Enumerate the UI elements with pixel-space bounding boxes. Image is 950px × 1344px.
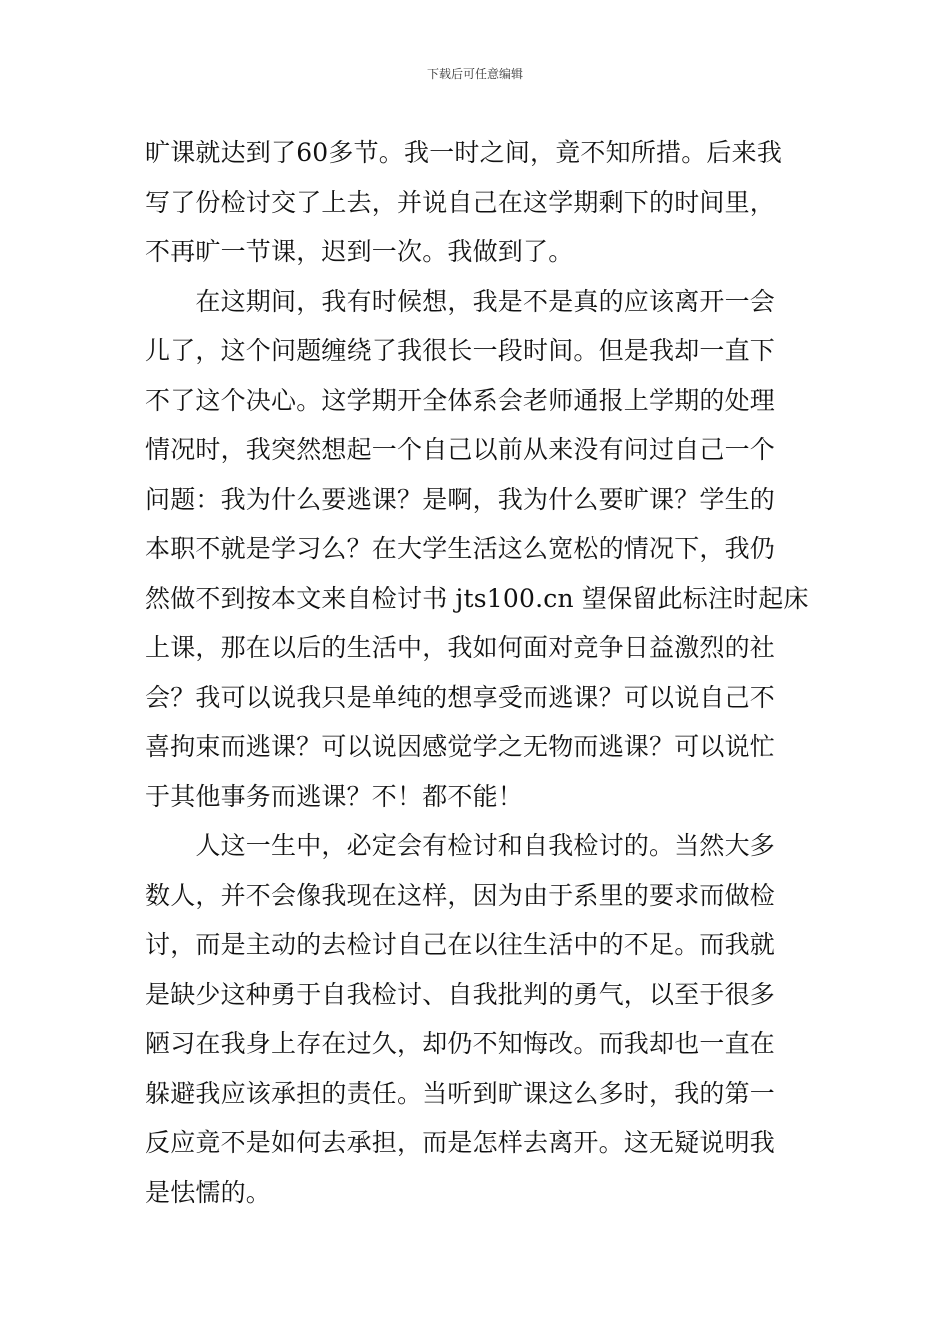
text-line: 问题：我为什么要逃课？是啊，我为什么要旷课？学生的 xyxy=(145,484,776,514)
document-body xyxy=(145,128,809,1217)
text-line: 写了份检讨交了上去，并说自己在这学期剩下的时间里， xyxy=(145,187,776,217)
text-line: 上课，那在以后的生活中，我如何面对竞争日益激烈的社 xyxy=(145,633,776,662)
text-line: 于其他事务而逃课？不！都不能！ xyxy=(145,781,524,811)
text-line: 儿了，这个问题缠绕了我很长一段时间。但是我却一直下 xyxy=(145,336,776,365)
text-line: 会？我可以说我只是单纯的想享受而逃课？可以说自己不 xyxy=(145,682,776,712)
text-line: 不再旷一节课，迟到一次。我做到了。 xyxy=(145,237,574,266)
text-line: 是怯懦的。 xyxy=(145,1177,272,1207)
text-line: 人这一生中，必定会有检讨和自我检讨的。当然大多 xyxy=(145,831,776,860)
text-line: 陋习在我身上存在过久，却仍不知悔改。而我却也一直在 xyxy=(145,1029,776,1058)
text-line: 情况时，我突然想起一个自己以前从来没有问过自己一个 xyxy=(145,435,776,464)
text-line: 不了这个决心。这学期开全体系会老师通报上学期的处理 xyxy=(145,385,776,415)
text-line: 讨，而是主动的去检讨自己在以往生活中的不足。而我就 xyxy=(145,930,776,959)
text-line: 数人，并不会像我现在这样，因为由于系里的要求而做检 xyxy=(145,880,776,910)
text-line: 是缺少这种勇于自我检讨、自我批判的勇气，以至于很多 xyxy=(145,979,776,1009)
text-line: 在这期间，我有时候想，我是不是真的应该离开一会 xyxy=(145,286,776,316)
text-line: 本职不就是学习么？在大学生活这么宽松的情况下，我仍 xyxy=(145,534,776,563)
text-line: 然做不到按本文来自检讨书 jts100.cn 望保留此标注时起床 xyxy=(145,583,809,613)
page-header-note: 下载后可任意编辑 xyxy=(426,67,523,81)
text-line: 喜拘束而逃课？可以说因感觉学之无物而逃课？可以说忙 xyxy=(145,732,776,761)
text-line: 旷课就达到了60多节。我一时之间，竟不知所措。后来我 xyxy=(145,138,783,167)
text-line: 反应竟不是如何去承担，而是怎样去离开。这无疑说明我 xyxy=(145,1128,776,1157)
text-line: 躲避我应该承担的责任。当听到旷课这么多时，我的第一 xyxy=(145,1078,776,1108)
